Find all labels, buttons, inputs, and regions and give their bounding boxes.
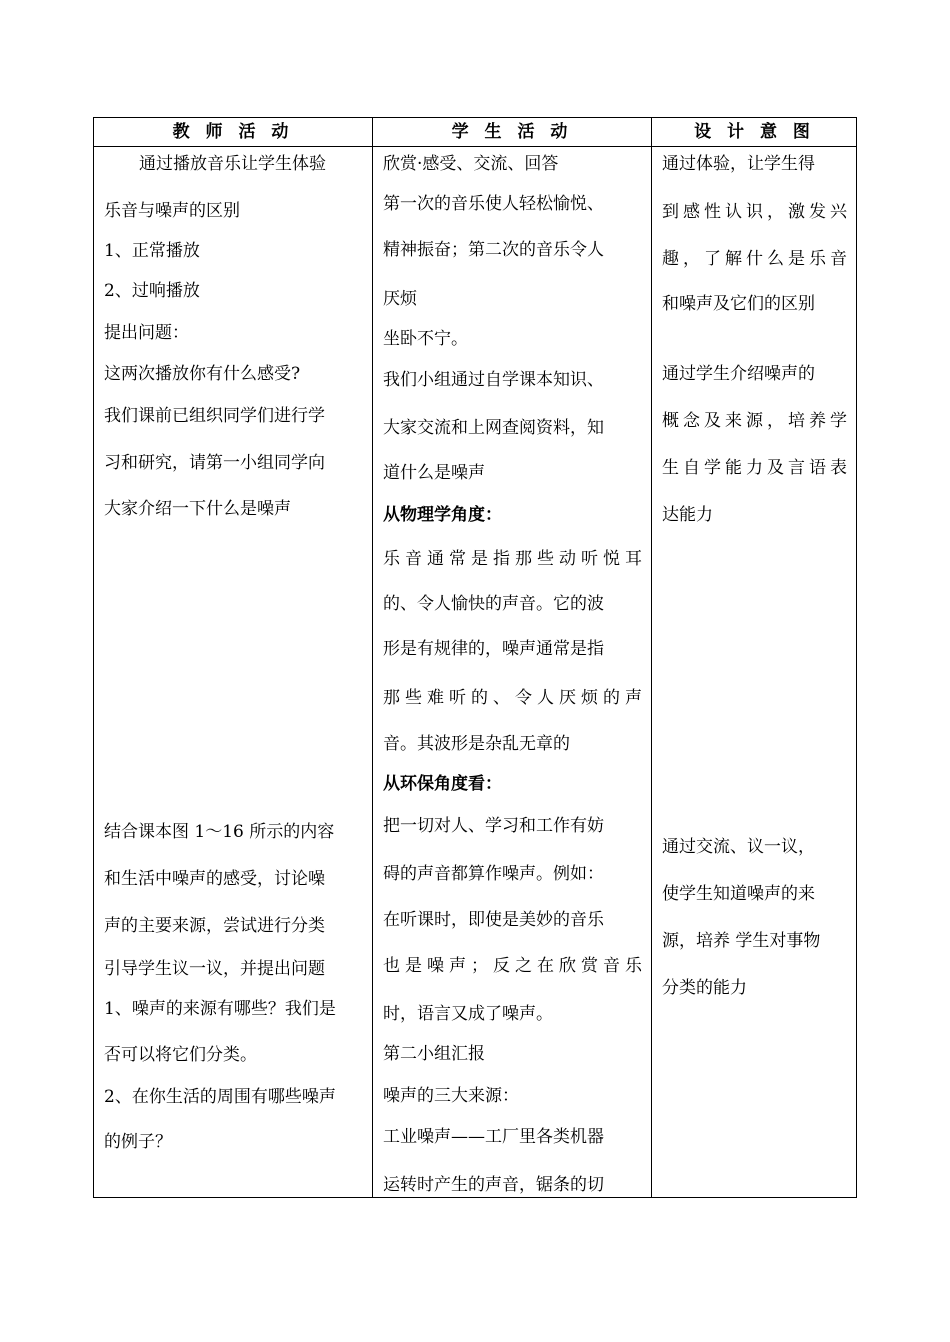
design-line: 使学生知道噪声的来 <box>662 884 815 904</box>
design-line: 和噪声及它们的区别 <box>662 294 815 314</box>
student-line: 运转时产生的声音，锯条的切 <box>383 1175 604 1195</box>
student-line: 欣赏·感受、交流、回答 <box>383 154 559 174</box>
student-line: 大家交流和上网查阅资料，知 <box>383 418 604 438</box>
student-line: 噪声的三大来源： <box>383 1086 519 1106</box>
design-line: 分类的能力 <box>662 978 747 998</box>
column-divider-2 <box>651 118 652 1197</box>
student-line: 第二小组汇报 <box>383 1044 485 1064</box>
student-line: 在听课时，即使是美妙的音乐 <box>383 910 604 930</box>
teacher-line: 通过播放音乐让学生体验 <box>139 154 326 174</box>
header-teacher-activity: 教 师 活 动 <box>172 122 294 142</box>
student-line: 也是噪声；反之在欣赏音乐 <box>383 956 642 976</box>
teacher-line: 我们课前已组织同学们进行学 <box>104 406 325 426</box>
design-line: 趣，了解什么是乐音 <box>662 249 847 269</box>
student-line: 把一切对人、学习和工作有妨 <box>383 816 604 836</box>
student-line: 乐音通常是指那些动听悦耳 <box>383 549 642 569</box>
teacher-line: 引导学生议一议，并提出问题 <box>104 959 325 979</box>
student-line: 工业噪声——工厂里各类机器 <box>383 1127 604 1147</box>
teacher-line: 否可以将它们分类。 <box>104 1045 257 1065</box>
teacher-line: 这两次播放你有什么感受? <box>104 364 301 384</box>
design-line: 概念及来源，培养学 <box>662 411 847 431</box>
teacher-line: 乐音与噪声的区别 <box>104 201 240 221</box>
teacher-line: 1、正常播放 <box>104 241 200 261</box>
header-design-intent: 设 计 意 图 <box>694 122 815 142</box>
column-divider-1 <box>372 118 373 1197</box>
teacher-line: 2、在你生活的周围有哪些噪声 <box>104 1087 336 1107</box>
student-line: 碍的声音都算作噪声。例如： <box>383 864 604 884</box>
student-line: 道什么是噪声 <box>383 463 485 483</box>
design-line: 通过学生介绍噪声的 <box>662 364 815 384</box>
header-divider <box>94 146 856 147</box>
teacher-line: 结合课本图 1～16 所示的内容 <box>104 822 335 842</box>
teacher-line: 声的主要来源，尝试进行分类 <box>104 916 325 936</box>
design-line: 源，培养 学生对事物 <box>662 931 821 951</box>
teacher-line: 2、过响播放 <box>104 281 200 301</box>
student-line: 坐卧不宁。 <box>383 329 468 349</box>
design-line: 到感性认识，激发兴 <box>662 202 847 222</box>
design-line: 生自学能力及言语表 <box>662 458 847 478</box>
student-line: 精神振奋；第二次的音乐令人 <box>383 240 604 260</box>
student-line: 我们小组通过自学课本知识、 <box>383 370 604 390</box>
design-line: 通过交流、议一议， <box>662 837 815 857</box>
teacher-line: 的例子？ <box>104 1132 172 1152</box>
design-line: 达能力 <box>662 505 713 525</box>
student-line: 的、令人愉快的声音。它的波 <box>383 594 604 614</box>
student-line: 厌烦 <box>383 289 417 309</box>
student-line: 时，语言又成了噪声。 <box>383 1004 553 1024</box>
header-student-activity: 学 生 活 动 <box>451 122 573 142</box>
teacher-line: 大家介绍一下什么是噪声 <box>104 499 291 519</box>
section-heading-environment: 从环保角度看： <box>383 774 502 794</box>
student-line: 第一次的音乐使人轻松愉悦、 <box>383 194 604 214</box>
lesson-table <box>93 117 857 1198</box>
student-line: 形是有规律的，噪声通常是指 <box>383 639 604 659</box>
student-line: 那些难听的、令人厌烦的声 <box>383 688 642 708</box>
section-heading-physics: 从物理学角度： <box>383 505 502 525</box>
teacher-line: 1、噪声的来源有哪些？我们是 <box>104 999 336 1019</box>
teacher-line: 提出问题： <box>104 323 189 343</box>
teacher-line: 习和研究，请第一小组同学向 <box>104 453 325 473</box>
design-line: 通过体验，让学生得 <box>662 154 815 174</box>
student-line: 音。其波形是杂乱无章的 <box>383 734 570 754</box>
teacher-line: 和生活中噪声的感受，讨论噪 <box>104 869 325 889</box>
